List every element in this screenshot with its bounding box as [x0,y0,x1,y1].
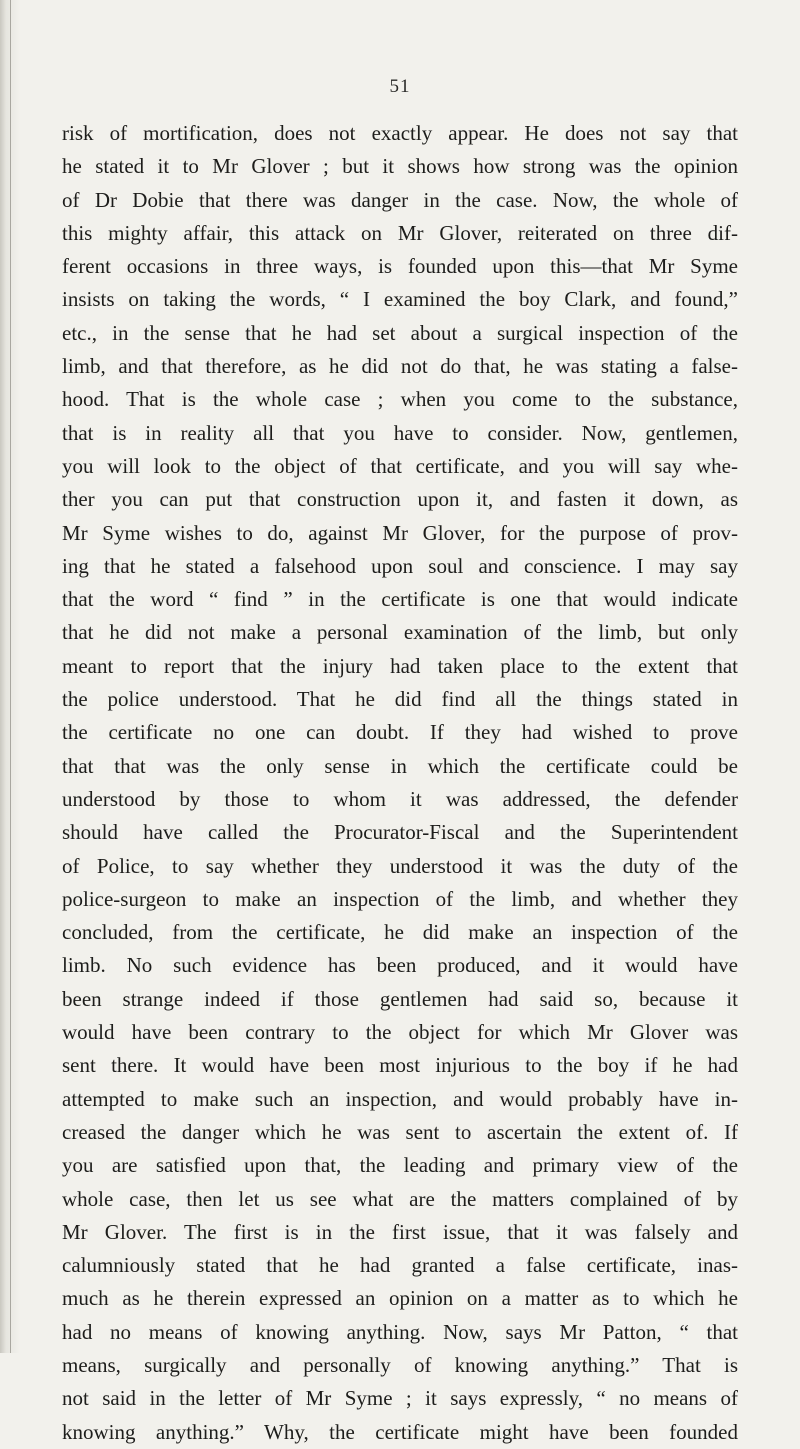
text-line: knowing anything.” Why, the certificate might have been founded [62,1419,738,1444]
text-line: meant to report that the injury had taken place to the extent that [62,653,738,678]
binding-rule [10,0,11,1353]
text-line: that is in reality all that you have to consider. Now, gentlemen, [62,420,738,445]
text-line: that that was the only sense in which the certificate could be [62,753,738,778]
page-number: 51 [389,76,411,97]
text-line: whole case, then let us see what are the matters complained of by [62,1186,738,1211]
text-line: of Police, to say whether they understood it was the duty of the [62,853,738,878]
text-line: concluded, from the certificate, he did make an inspection of the [62,920,738,945]
text-line: the certificate no one can doubt. If they had wished to prove [62,720,738,745]
text-line: Mr Glover. The first is in the first issue, that it was falsely and [62,1219,738,1244]
text-line: that he did not make a personal examination of the limb, but only [62,620,738,645]
text-line: much as he therein expressed an opinion on a matter as to which he [62,1286,738,1311]
text-line: not said in the letter of Mr Syme ; it says expressly, “ no means of [62,1386,738,1411]
text-line: you will look to the object of that certificate, and you will say whe- [62,453,738,478]
text-line: attempted to make such an inspection, and would probably have in- [62,1086,738,1111]
text-line: been strange indeed if those gentlemen had said so, because it [62,986,738,1011]
text-line: he stated it to Mr Glover ; but it shows how strong was the opinion [62,154,738,179]
text-line: Mr Syme wishes to do, against Mr Glover, for the purpose of prov- [62,520,738,545]
text-line: would have been contrary to the object for which Mr Glover was [62,1020,738,1045]
text-line: hood. That is the whole case ; when you come to the substance, [62,387,738,412]
text-line: police-surgeon to make an inspection of the limb, and whether they [62,886,738,911]
text-line: this mighty affair, this attack on Mr Glover, reiterated on three dif- [62,220,738,245]
text-line: ther you can put that construction upon it, and fasten it down, as [62,487,738,512]
text-line: understood by those to whom it was addressed, the defender [62,786,738,811]
text-line: ing that he stated a falsehood upon soul and conscience. I may say [62,553,738,578]
text-line: risk of mortification, does not exactly appear. He does not say that [62,121,738,145]
text-line: should have called the Procurator-Fiscal and the Superintendent [62,820,738,845]
text-line: had no means of knowing anything. Now, says Mr Patton, “ that [62,1319,738,1344]
text-line: calumniously stated that he had granted a false certificate, inas- [62,1253,738,1278]
text-line: that the word “ find ” in the certificate is one that would indicate [62,587,738,612]
text-line: sent there. It would have been most injurious to the boy if he had [62,1053,738,1078]
body-text [62,117,738,1449]
text-line: creased the danger which he was sent to ascertain the extent of. If [62,1119,738,1144]
text-line: limb, and that therefore, as he did not do that, he was stating a false- [62,354,738,379]
text-line: the police understood. That he did find all the things stated in [62,687,738,712]
text-line: etc., in the sense that he had set about a surgical inspection of the [62,320,738,345]
text-line: of Dr Dobie that there was danger in the case. Now, the whole of [62,187,738,212]
page-binding-edge [0,0,20,1353]
text-line: insists on taking the words, “ I examined the boy Clark, and found,” [62,287,738,312]
text-line: you are satisfied upon that, the leading and primary view of the [62,1153,738,1178]
text-line: ferent occasions in three ways, is founded upon this—that Mr Syme [62,254,738,279]
text-line: means, surgically and personally of knowing anything.” That is [62,1352,738,1377]
text-line: limb. No such evidence has been produced, and it would have [62,953,738,978]
